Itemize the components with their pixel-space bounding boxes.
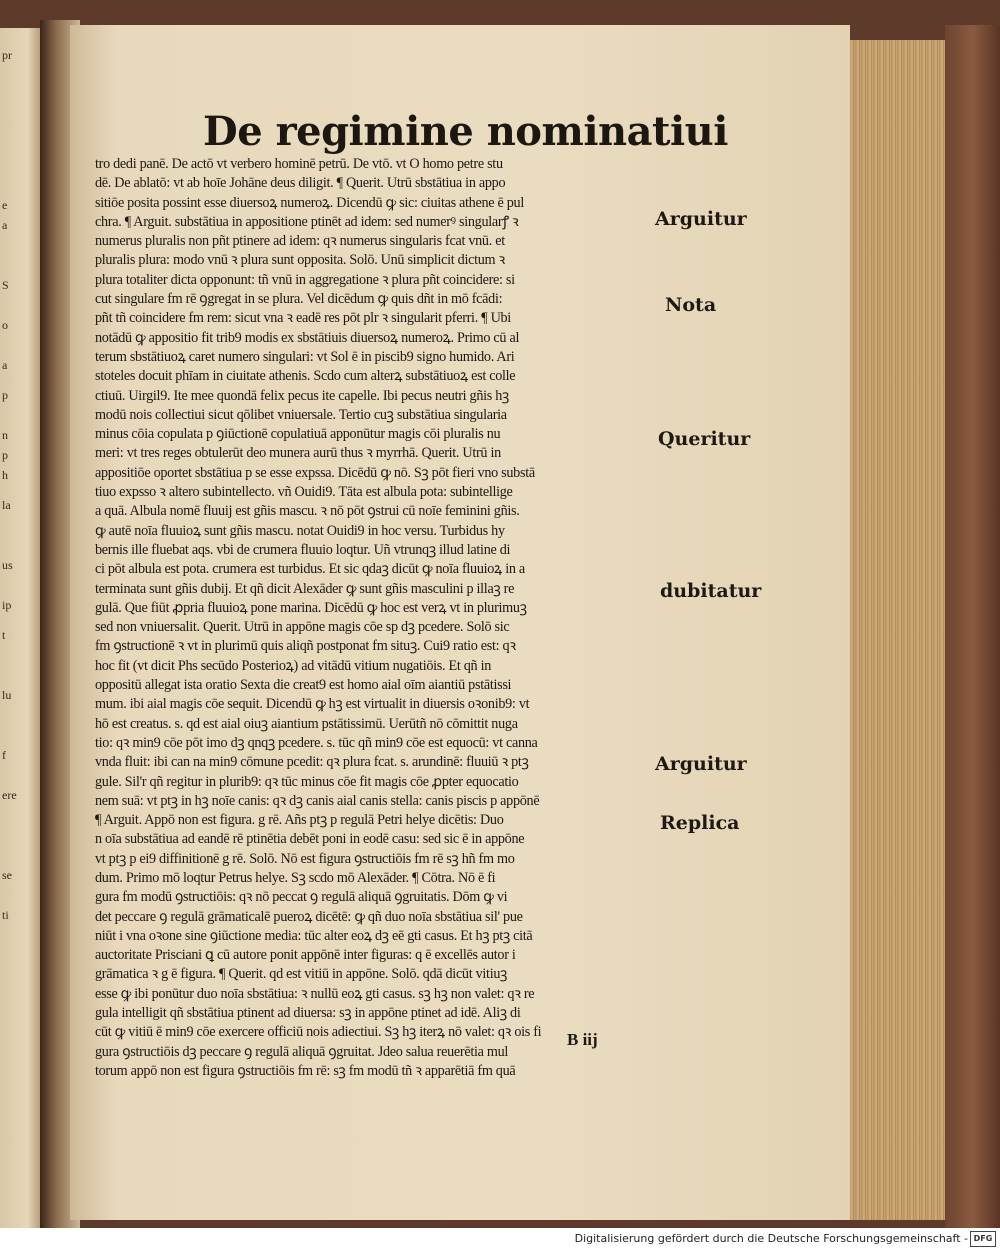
left-fragment: p [2,448,8,462]
text-line: bernis ille fluebat aqs. vbi de crumera fluuio loqtur. Uñ vtrunqꝫ illud latine di [95,541,511,558]
text-line: tiuo expsso ꝛ altero subintellecto. vñ Ouidi9. Tāta est albula pota: subintellige [95,484,513,501]
text-line: notādū ꝙ appositio fit trib9 modis ex sbstātiuis diuersoꝝ numeroꝝ. Primo cū al [95,329,520,346]
left-fragment: t [2,628,6,642]
page-fore-edge [848,40,948,1220]
left-fragment: ip [2,598,12,612]
text-line: gulā. Que fiūt ꝓpria fluuioꝝ pone marina. Dicēdū ꝙ hoc est verꝝ vt in plurimuꝫ [95,599,527,616]
text-line: pluralis plura: modo vnū ꝛ plura sunt opposita. Solō. Unū simplicit dictum ꝛ [95,252,505,269]
left-fragment: pr [2,48,12,62]
text-line: ꝙ autē noīa fluuioꝝ sunt gñis mascu. notat Ouidi9 in hoc versu. Turbidus hy [95,522,505,539]
text-line: sed non vniuersalit. Querit. Utrū in appōne magis cōe sp dꝫ pcedere. Solō sic [95,619,510,636]
left-fragment: ere [2,788,17,802]
text-line: niūt i vna oꝛone sine ꝯiūctione media: tūc alter eoꝝ dꝫ eē gti casus. Et hꝫ ptꝫ citā [95,927,533,944]
text-line: plura totaliter dicta opponunt: tñ vnū in aggregatione ꝛ plura pñt coincidere: si [95,271,515,288]
dfg-logo: DFG [970,1231,996,1247]
text-line: tio: qꝛ min9 cōe pōt imo dꝫ qnqꝫ pcedere. s. tūc qñ min9 cōe est equocū: vt canna [95,734,538,751]
text-line: ¶ Arguit. Appō non est figura. g rē. Añs ptꝫ p regulā Petri helye dicētis: Duo [95,812,504,829]
text-line: gura ꝯstructiōis dꝫ peccare ꝯ regulā aliquā ꝯgruitat. Jdeo salua reuerētia mul [95,1043,509,1060]
text-line: hoc fit (vt dicit Phs secūdo Posterioꝝ) ad vitādū vitium nugatiōis. Et qñ in [95,657,492,674]
text-line: cūt ꝙ vitiū ē min9 cōe exercere officiū nois adiectiui. Sꝫ hꝫ iterꝝ nō valet: qꝛ ois fi [95,1024,542,1041]
left-fragment: la [2,498,11,512]
left-fragment: p [2,388,8,402]
margin-note-replica: Replica [660,812,740,834]
text-line: terminata sunt gñis dubij. Et qñ dicit Alexāder ꝙ sunt gñis masculini p illaꝫ re [95,580,515,597]
text-line: auctoritate Prisciani ꝗ cū autore ponit appōnē inter figuras: q ē excellēs autor i [95,947,516,964]
text-line: vt ptꝫ p ei9 diffinitionē g rē. Solō. Nō est figura ꝯstructiōis fm rē sꝫ hñ fm mo [95,850,515,867]
text-line: stoteles docuit phīam in ciuitate athenis. Scdo cum alterꝝ substātiuoꝝ est colle [95,368,516,385]
text-line: meri: vt tres reges obtulerūt deo munera aurū thus ꝛ myrrhā. Querit. Utrū in [95,445,501,462]
margin-note-queritur: Queritur [658,428,751,450]
text-line: grāmatica ꝛ g ē figura. ¶ Querit. qd est vitiū in appōne. Solō. qdā dicūt vitiuꝫ [95,966,508,983]
left-fragment: se [2,868,12,882]
text-line: gula intelligit qñ sbstātiua ptinent ad diuersa: sꝫ in appōne ptinet ad idē. Aliꝫ di [95,1005,521,1022]
text-line: numerus pluralis non pñt ptinere ad idem: qꝛ numerus singularis fcat vnū. et [95,233,505,250]
page-heading: De regimine nominatiui [203,108,728,155]
text-line: pñt tñ coincidere fm rem: sicut vna ꝛ eadē res pōt plr ꝛ singularit pferri. ¶ Ubi [95,310,511,327]
left-fragment: lu [2,688,12,702]
text-line: modū nois collectiui sicut qōlibet vniuersale. Tertio cuꝫ substātiua singularia [95,406,507,423]
text-line: chra. ¶ Arguit. substātiua in appositione ptinēt ad idem: sed numerꝰ singularꝭ ꝛ [95,213,519,230]
left-fragment: S [2,278,9,292]
text-line: det peccare ꝯ regulā grāmaticalē pueroꝝ dicētē: ꝙ qñ duo noīa sbstātiua sil' pue [95,908,523,925]
book-cover-board [945,25,1000,1228]
text-line: n oīa substātiua ad eandē rē ptinētia debēt poni in eodē casu: sed sic ē in appōne [95,831,525,848]
text-line: tro dedi panē. De actō vt verbero hominē petrū. De vtō. vt O homo petre stu [95,156,503,172]
body-text [95,155,655,1081]
margin-note-dubitatur: dubitatur [660,580,762,602]
text-line: vnda fluit: ibi can na min9 cōmune pcedit: qꝛ plura fcat. s. arundinē: fluuiū ꝛ ptꝫ [95,754,529,771]
text-line: gura fm modū ꝯstructiōis: qꝛ nō peccat ꝯ regulā aliquā ꝯgruitatis. Dōm ꝙ vi [95,889,508,906]
text-line: cut singulare fm rē ꝯgregat in se plura. Vel dicēdum ꝙ quis dñt in mō fcādi: [95,291,503,308]
signature-mark: B iij [567,1030,598,1049]
text-line: dum. Primo mō loqtur Petrus helye. Sꝫ scdo mō Alexāder. ¶ Cōtra. Nō ē fi [95,869,496,886]
text-line: dē. De ablatō: vt ab hoīe Johāne deus diligit. ¶ Querit. Utrū sbstātiua in appo [95,175,506,192]
left-fragment: f [2,748,6,762]
left-fragment: us [2,558,13,572]
margin-note-arguitur-2: Arguitur [655,753,747,775]
text-line: sitiōe posita possint esse diuersoꝝ numeroꝝ. Dicendū ꝙ sic: ciuitas athene ē pul [95,194,524,211]
left-fragment: ti [2,908,9,922]
text-line: terum sbstātiuoꝝ caret numero singulari: vt Sol ē in piscib9 signo humido. Ari [95,348,515,365]
footer-credit: Digitalisierung gefördert durch die Deutsche Forschungsgemeinschaft - [574,1232,968,1245]
text-line: a quā. Albula nomē fluuij est gñis mascu. ꝛ nō pōt ꝯstrui cū noīe feminini gñis. [95,503,520,520]
margin-note-nota: Nota [665,294,717,316]
left-fragment: e [2,198,8,212]
text-line: minus cōia copulata p ꝯiūctionē copulatiuā apponūtur magis cōi pluralis nu [95,426,501,443]
text-line: fm ꝯstructionē ꝛ vt in plurimū quis aliqñ postponat fm situꝫ. Cui9 ratio est: qꝛ [95,638,516,655]
left-fragment: n [2,428,8,442]
left-fragment: a [2,218,8,232]
text-line: ci pōt albula est pota. crumera est turbidus. Et sic qdaꝫ dicūt ꝙ noīa fluuioꝝ in a [95,561,525,578]
text-line: esse ꝙ ibi ponūtur duo noīa sbstātiua: ꝛ nullū eoꝝ gti casus. sꝫ hꝫ non valet: qꝛ re [95,985,535,1002]
text-line: oppositū allegat ista oratio Sexta die creat9 est homo aial oīm aiantiū pstātissi [95,677,512,694]
left-fragment: a [2,358,8,372]
margin-note-arguitur: Arguitur [655,208,747,230]
text-line: ctiuū. Uirgil9. Ite mee quondā felix pecus ite capelle. Ibi pecus neutri gñis hꝫ [95,387,510,404]
left-fragment: o [2,318,8,332]
text-line: gule. Sil'r qñ regitur in plurib9: qꝛ tūc minus cōe fit magis cōe ꝓpter equocatio [95,773,519,790]
text-line: nem suā: vt ptꝫ in hꝫ noīe canis: qꝛ dꝫ canis aial canis stella: canis piscis p appōnē [95,792,540,809]
left-fragment: h [2,468,8,482]
text-line: hō est creatus. s. qd est aial oiuꝫ aiantium pstātissimū. Uerūtñ nō cōmittit nuga [95,715,518,732]
text-line: appositiōe oportet sbstātiua p se esse expssa. Dicēdū ꝙ nō. Sꝫ pōt fieri vno substā [95,464,535,481]
text-line: torum appō non est figura ꝯstructiōis fm rē: sꝫ fm modū tñ ꝛ apparētiā fm quā [95,1062,516,1079]
text-line: mum. ibi aial magis cōe sequit. Dicendū ꝙ hꝫ est virtualit in diuersis oꝛonib9: vt [95,696,530,713]
